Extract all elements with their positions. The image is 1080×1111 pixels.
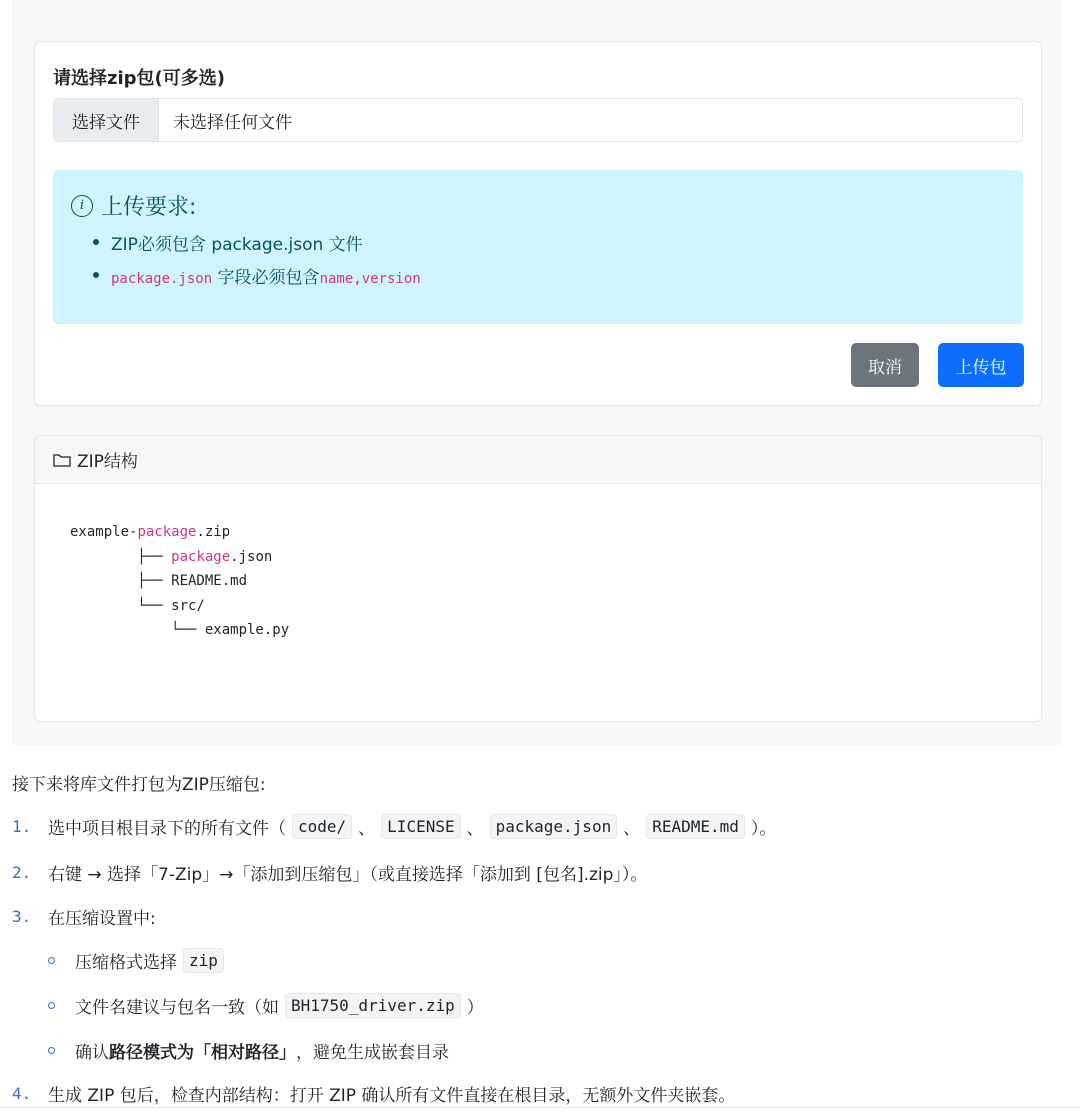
tree-line (70, 549, 272, 565)
step-text: ）。 (750, 819, 777, 839)
upload-requirements-alert (53, 170, 1023, 324)
tree-keyword: package (137, 524, 197, 540)
requirement-text: 字段必须包含 (212, 268, 320, 288)
step-item (12, 904, 156, 929)
file-input[interactable] (53, 98, 1023, 142)
step-text: 右键 → 选择「7-Zip」→「添加到压缩包」（或直接选择「添加到 [包名].zip」）。 (48, 865, 648, 885)
sub-text: 确认 (75, 1043, 109, 1063)
inline-code: LICENSE (381, 814, 460, 839)
tree-line: ├── README.md (70, 573, 248, 589)
inline-code: zip (183, 948, 224, 973)
tree-root (70, 524, 230, 540)
alert-title: 上传要求: (101, 195, 197, 220)
requirement-item (93, 263, 421, 288)
sub-text: ） (466, 998, 484, 1018)
inline-code: name,version (319, 271, 421, 287)
inline-code: BH1750_driver.zip (285, 993, 461, 1018)
step-number: 3. (12, 907, 32, 926)
step-number: 4. (12, 1084, 32, 1103)
step-item (12, 1081, 735, 1106)
requirements-list (93, 230, 421, 296)
intro-text: 接下来将库文件打包为ZIP压缩包: (12, 775, 266, 795)
bullet-icon (48, 957, 55, 964)
modal-frame (12, 0, 1062, 745)
separator: 、 (623, 819, 641, 839)
step-text: 生成 ZIP 包后，检查内部结构：打开 ZIP 确认所有文件直接在根目录，无额外文件夹嵌套。 (48, 1086, 736, 1106)
separator: 、 (466, 819, 484, 839)
requirement-text: ZIP必须包含 package.json 文件 (111, 235, 363, 255)
inline-code: code/ (292, 814, 352, 839)
sub-item (48, 1038, 449, 1063)
tree-line: └── example.py (70, 622, 290, 638)
file-status-text: 未选择任何文件 (173, 112, 292, 133)
info-icon: i (71, 195, 93, 217)
tree-text: ├── (70, 548, 172, 565)
tree-line: └── src/ (70, 597, 205, 614)
sub-text: 文件名建议与包名一致（如 (75, 998, 279, 1018)
choose-file-button[interactable]: 选择文件 (54, 99, 159, 141)
zip-structure-title: ZIP结构 (77, 452, 138, 472)
step-text: 在压缩设置中: (48, 909, 156, 929)
folder-icon (53, 453, 71, 467)
divider (0, 1107, 1080, 1108)
step-item (12, 860, 647, 885)
bullet-icon (48, 1002, 55, 1009)
alert-header (71, 190, 196, 221)
bullet-icon (48, 1047, 55, 1054)
zip-tree (70, 520, 289, 643)
inline-code: package.json (111, 271, 213, 287)
sub-text-bold: 路径模式为「相对路径」 (109, 1043, 296, 1063)
sub-text: 压缩格式选择 (75, 953, 177, 973)
tree-text: .zip (196, 524, 231, 540)
requirement-item (93, 230, 421, 255)
step-text: 选中项目根目录下的所有文件（ (48, 819, 286, 839)
step-number: 2. (12, 863, 32, 882)
cancel-button[interactable]: 取消 (851, 343, 919, 387)
sub-item (48, 993, 484, 1018)
tree-keyword: package (171, 548, 231, 565)
sub-item (48, 948, 230, 973)
upload-button[interactable]: 上传包 (938, 343, 1024, 387)
tree-text: example- (70, 524, 138, 540)
sub-text: ，避免生成嵌套目录 (296, 1043, 449, 1063)
step-number: 1. (12, 817, 32, 836)
step-item (12, 814, 776, 839)
tree-text: .json (230, 548, 273, 565)
zip-structure-card (34, 435, 1042, 722)
upload-card (34, 41, 1042, 406)
zip-select-label: 请选择zip包(可多选) (53, 68, 225, 89)
inline-code: README.md (646, 814, 745, 839)
separator: 、 (358, 819, 376, 839)
inline-code: package.json (490, 814, 618, 839)
zip-structure-header (35, 436, 1041, 484)
